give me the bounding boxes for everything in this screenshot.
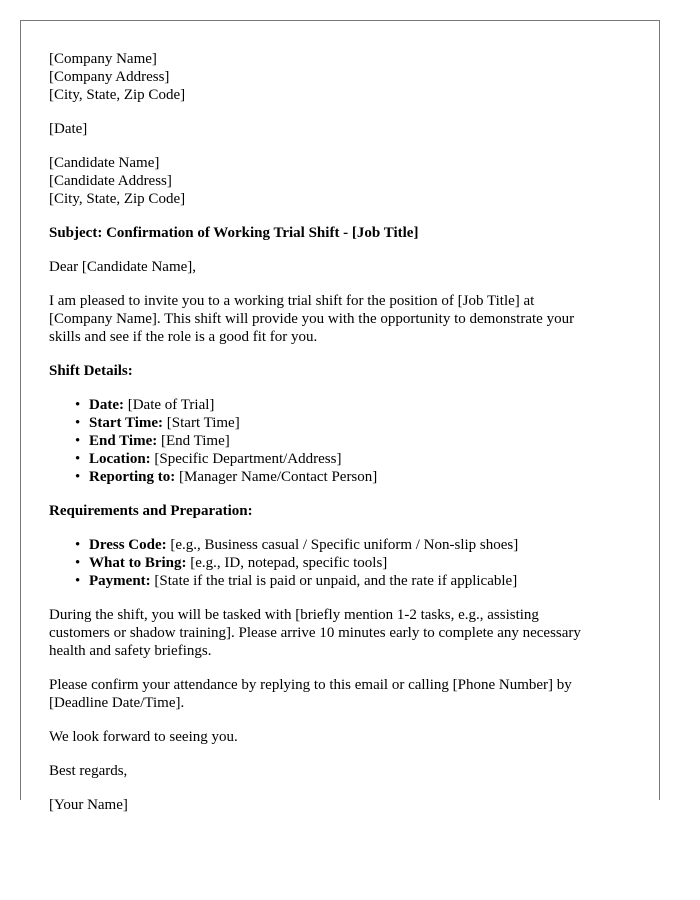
item-value: [e.g., Business casual / Specific uniform / Non-slip shoes] xyxy=(166,537,519,553)
item-label: Date: xyxy=(89,397,124,413)
company-city-state-zip: [City, State, Zip Code] xyxy=(49,87,186,103)
confirm-line: Please confirm your attendance by replying to this email or calling [Phone Number] by xyxy=(49,677,572,693)
bullet-icon: • xyxy=(75,555,81,571)
confirm-paragraph xyxy=(49,676,634,712)
tasks-line: customers or shadow training]. Please arrive 10 minutes early to complete any necessary xyxy=(49,625,581,641)
list-item xyxy=(75,554,634,572)
item-value: [Date of Trial] xyxy=(123,397,215,413)
tasks-line: health and safety briefings. xyxy=(49,643,212,659)
item-value: [Manager Name/Contact Person] xyxy=(175,469,378,485)
intro-line: I am pleased to invite you to a working trial shift for the position of [Job Title] at xyxy=(49,293,535,309)
list-item xyxy=(75,572,634,590)
item-value: [Specific Department/Address] xyxy=(150,451,342,467)
signoff: Best regards, xyxy=(49,763,128,779)
letter-page xyxy=(20,20,660,813)
list-item xyxy=(75,414,634,432)
list-item xyxy=(75,468,634,486)
item-label: What to Bring: xyxy=(89,555,187,571)
shift-details-heading: Shift Details: xyxy=(49,363,133,379)
company-name: [Company Name] xyxy=(49,51,157,67)
item-label: End Time: xyxy=(89,433,158,449)
salutation: Dear [Candidate Name], xyxy=(49,259,197,275)
tasks-line: During the shift, you will be tasked with [briefly mention 1-2 tasks, e.g., assisting xyxy=(49,607,539,623)
bullet-icon: • xyxy=(75,469,81,485)
confirm-line: [Deadline Date/Time]. xyxy=(49,695,185,711)
bullet-icon: • xyxy=(75,573,81,589)
item-value: [State if the trial is paid or unpaid, and the rate if applicable] xyxy=(150,573,518,589)
shift-details-list xyxy=(49,396,634,486)
item-value: [e.g., ID, notepad, specific tools] xyxy=(186,555,388,571)
bullet-icon: • xyxy=(75,537,81,553)
bullet-icon: • xyxy=(75,451,81,467)
intro-line: skills and see if the role is a good fit for you. xyxy=(49,329,318,345)
item-label: Reporting to: xyxy=(89,469,176,485)
bullet-icon: • xyxy=(75,415,81,431)
recipient-block xyxy=(49,154,634,208)
letter-content xyxy=(49,50,634,830)
list-item xyxy=(75,396,634,414)
tasks-paragraph xyxy=(49,606,634,660)
list-item xyxy=(75,450,634,468)
candidate-city-state-zip: [City, State, Zip Code] xyxy=(49,191,186,207)
item-label: Location: xyxy=(89,451,151,467)
intro-line: [Company Name]. This shift will provide you with the opportunity to demonstrate your xyxy=(49,311,575,327)
list-item xyxy=(75,432,634,450)
signature: [Your Name] xyxy=(49,797,128,813)
date-block xyxy=(49,120,634,138)
list-item xyxy=(75,536,634,554)
requirements-list xyxy=(49,536,634,590)
item-label: Start Time: xyxy=(89,415,164,431)
candidate-address: [Candidate Address] xyxy=(49,173,172,189)
item-value: [End Time] xyxy=(157,433,230,449)
bullet-icon: • xyxy=(75,397,81,413)
intro-paragraph xyxy=(49,292,634,346)
requirements-heading: Requirements and Preparation: xyxy=(49,503,253,519)
sender-block xyxy=(49,50,634,104)
item-label: Payment: xyxy=(89,573,151,589)
closing-line: We look forward to seeing you. xyxy=(49,729,238,745)
bullet-icon: • xyxy=(75,433,81,449)
item-value: [Start Time] xyxy=(163,415,240,431)
candidate-name: [Candidate Name] xyxy=(49,155,160,171)
letter-date: [Date] xyxy=(49,121,88,137)
item-label: Dress Code: xyxy=(89,537,167,553)
subject-line: Subject: Confirmation of Working Trial Shift - [Job Title] xyxy=(49,225,419,241)
company-address: [Company Address] xyxy=(49,69,170,85)
